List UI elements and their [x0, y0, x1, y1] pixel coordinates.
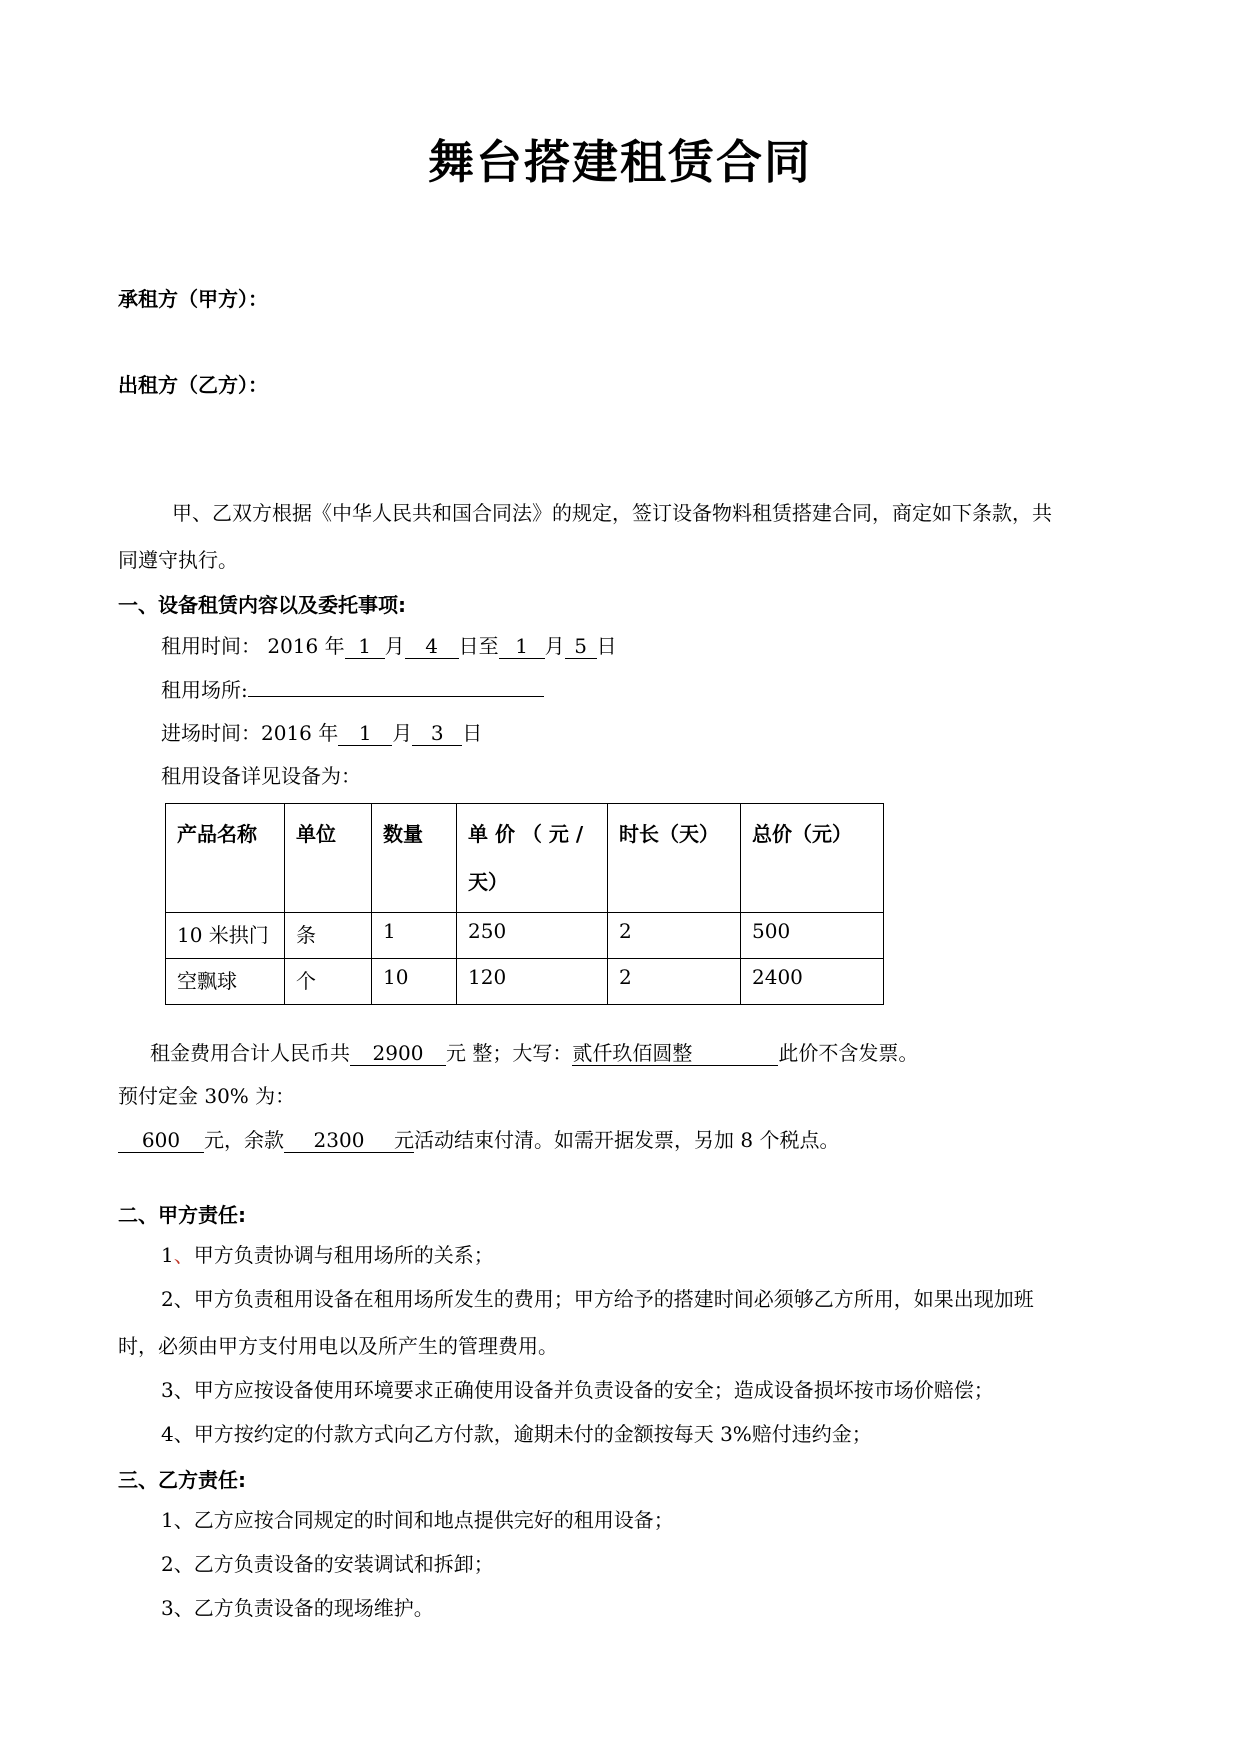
cell-unit-price: 250 [457, 913, 608, 959]
item-separator: 、 [173, 1243, 194, 1267]
cell-unit: 个 [285, 959, 372, 1005]
section-3-item-1: 1、乙方应按合同规定的时间和地点提供完好的租用设备； [161, 1508, 674, 1532]
cell-product: 空飘球 [166, 959, 285, 1005]
entry-time-line [161, 719, 482, 747]
entry-month: 1 [338, 721, 392, 746]
table-row [166, 959, 884, 1005]
payment-mid: 元，余款 [204, 1128, 284, 1152]
month-word: 月 [392, 721, 413, 745]
party-a-label: 承租方（甲方）： [118, 287, 268, 311]
intro-line-1: 甲、乙双方根据《中华人民共和国合同法》的规定，签订设备物料租赁搭建合同，商定如下条款，共 [172, 501, 1052, 525]
table-header-row [166, 804, 884, 913]
balance-amount: 2300 [284, 1128, 394, 1153]
cell-quantity: 1 [372, 913, 457, 959]
deposit-line: 预付定金 30% 为： [118, 1084, 296, 1108]
total-line [150, 1039, 918, 1067]
rent-end-month: 1 [499, 634, 545, 659]
total-amount: 2900 [350, 1041, 446, 1066]
header-duration: 时长（天） [608, 804, 741, 913]
rent-start-day: 4 [405, 634, 459, 659]
entry-time-label: 进场时间：2016 年 [161, 721, 339, 745]
month-word: 月 [384, 634, 405, 658]
section-2-heading: 二、甲方责任: [118, 1203, 246, 1227]
party-b-label: 出租方（乙方）： [118, 373, 268, 397]
venue-label: 租用场所: [161, 678, 248, 702]
day-word: 日 [462, 721, 483, 745]
rent-start-month: 1 [345, 634, 385, 659]
header-unit-price: 单 价 （ 元 / 天） [457, 804, 608, 913]
header-total-price: 总价（元） [741, 804, 884, 913]
day-word: 日 [596, 634, 617, 658]
section-2-item-3: 3、甲方应按设备使用环境要求正确使用设备并负责设备的安全；造成设备损坏按市场价赔偿； [161, 1378, 994, 1402]
venue-field[interactable] [248, 696, 544, 697]
balance-yuan: 元 [394, 1128, 414, 1152]
section-2-item-4: 4、甲方按约定的付款方式向乙方付款，逾期未付的金额按每天 3%赔付违约金； [161, 1422, 872, 1446]
cell-unit-price: 120 [457, 959, 608, 1005]
cell-quantity: 10 [372, 959, 457, 1005]
section-2-item-2-line-2: 时，必须由甲方支付用电以及所产生的管理费用。 [118, 1334, 558, 1358]
cell-total: 2400 [741, 959, 884, 1005]
section-3-heading: 三、乙方责任: [118, 1468, 246, 1492]
cell-duration: 2 [608, 913, 741, 959]
rent-end-day: 5 [565, 634, 597, 659]
intro-line-2: 同遵守执行。 [118, 548, 238, 572]
item-number: 1 [161, 1243, 174, 1267]
item-text: 甲方负责协调与租用场所的关系； [193, 1243, 494, 1267]
header-unit: 单位 [285, 804, 372, 913]
rent-time-label: 租用时间： 2016 年 [161, 634, 345, 658]
section-3-item-3: 3、乙方负责设备的现场维护。 [161, 1596, 434, 1620]
total-suffix: 此价不含发票。 [778, 1041, 919, 1065]
section-2-item-1 [161, 1241, 494, 1269]
section-3-item-2: 2、乙方负责设备的安装调试和拆卸； [161, 1552, 494, 1576]
equipment-table [165, 803, 884, 1005]
rent-time-line [161, 632, 617, 660]
cell-total: 500 [741, 913, 884, 959]
month-word: 月 [544, 634, 565, 658]
header-product-name: 产品名称 [166, 804, 285, 913]
payment-line [118, 1126, 839, 1154]
venue-line [161, 676, 544, 704]
payment-suffix: 活动结束付清。如需开据发票，另加 8 个税点。 [414, 1128, 840, 1152]
cell-duration: 2 [608, 959, 741, 1005]
total-amount-words: 贰仟玖佰圆整 [572, 1041, 778, 1066]
total-mid: 元 整；大写： [446, 1041, 573, 1065]
equipment-intro: 租用设备详见设备为： [161, 764, 361, 788]
total-prefix: 租金费用合计人民币共 [150, 1041, 350, 1065]
header-quantity: 数量 [372, 804, 457, 913]
section-1-heading: 一、设备租赁内容以及委托事项: [118, 593, 406, 617]
to-word: 日至 [458, 634, 499, 658]
document-title: 舞台搭建租赁合同 [428, 135, 812, 189]
table-row [166, 913, 884, 959]
cell-product: 10 米拱门 [166, 913, 285, 959]
section-2-item-2-line-1: 2、甲方负责租用设备在租用场所发生的费用；甲方给予的搭建时间必须够乙方所用，如果出现加班 [161, 1287, 1034, 1311]
entry-day: 3 [412, 721, 462, 746]
deposit-amount: 600 [118, 1128, 204, 1153]
cell-unit: 条 [285, 913, 372, 959]
